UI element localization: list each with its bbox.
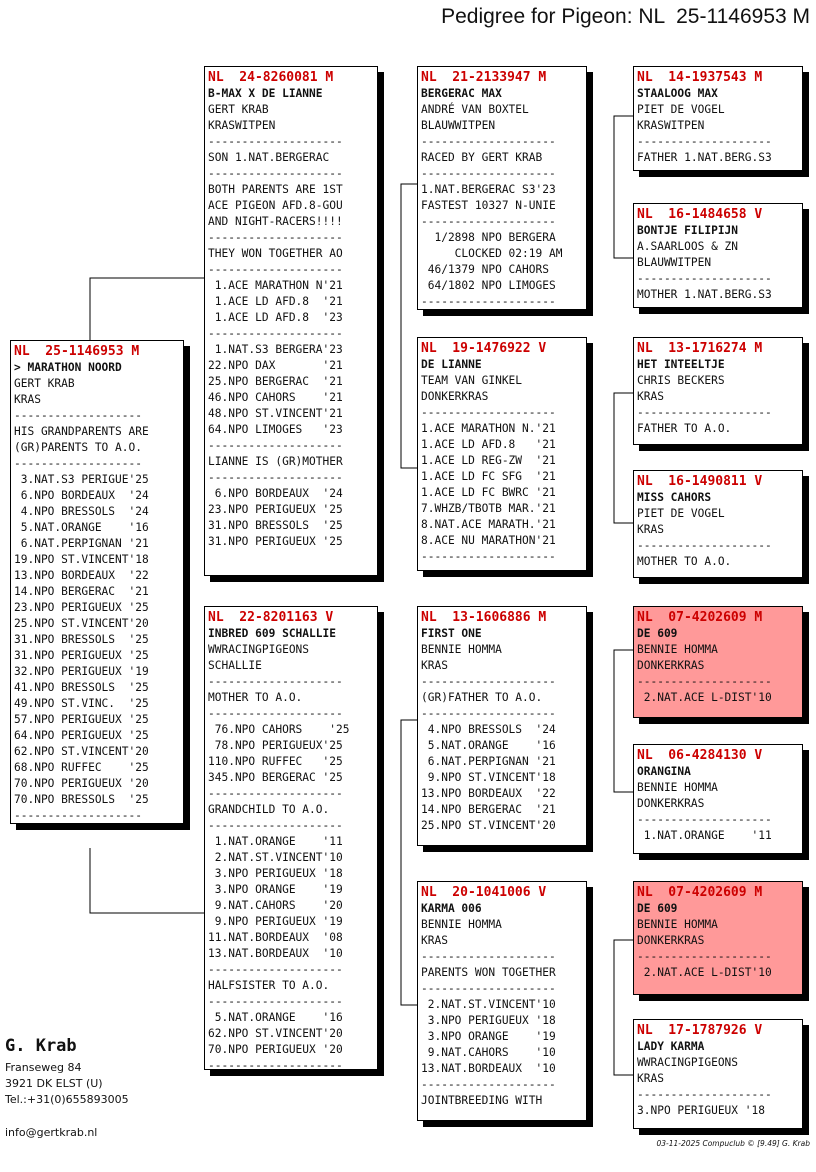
card-line: 48.NPO ST.VINCENT'21 <box>208 407 343 420</box>
ring-number: NL 24-8260081 M <box>208 70 334 85</box>
pigeon-card-sdd <box>633 470 803 578</box>
card-line: -------------------- <box>208 135 343 148</box>
card-line: BOTH PARENTS ARE 1ST <box>208 183 343 196</box>
pigeon-card-dss <box>633 606 803 718</box>
card-line: 76.NPO CAHORS '25 <box>208 723 350 736</box>
card-line: 46.NPO CAHORS '21 <box>208 391 343 404</box>
card-line: FASTEST 10327 N-UNIE <box>421 199 556 212</box>
pigeon-card-dsd <box>633 744 803 854</box>
card-line: 70.NPO PERIGUEUX '20 <box>14 777 149 790</box>
pigeon-card-ssd <box>633 203 803 308</box>
card-line: DONKERKRAS <box>637 659 705 672</box>
card-line: GRANDCHILD TO A.O. <box>208 803 330 816</box>
card-line: DONKERKRAS <box>637 797 705 810</box>
card-line: 1.NAT.S3 BERGERA'23 <box>208 343 343 356</box>
pigeon-name: > MARATHON NOORD <box>14 361 122 374</box>
card-line: 345.NPO BERGERAC '25 <box>208 771 343 784</box>
card-line: BENNIE HOMMA <box>637 643 718 656</box>
pigeon-card-dam <box>204 606 378 1070</box>
card-line: -------------------- <box>421 982 556 995</box>
pigeon-name: KARMA 006 <box>421 902 482 915</box>
card-line: KRASWITPEN <box>637 119 705 132</box>
card-line: HALFSISTER TO A.O. <box>208 979 330 992</box>
card-line: 1.ACE MARATHON N.'21 <box>421 422 556 435</box>
ring-number: NL 17-1787926 V <box>637 1023 763 1038</box>
card-line: (GR)FATHER TO A.O. <box>421 691 543 704</box>
card-line: LIANNE IS (GR)MOTHER <box>208 455 343 468</box>
pigeon-name: BERGERAC MAX <box>421 87 502 100</box>
card-line: ------------------- <box>14 409 142 422</box>
card-line: -------------------- <box>208 263 343 276</box>
card-line: GERT KRAB <box>208 103 269 116</box>
ring-number: NL 13-1716274 M <box>637 341 763 356</box>
card-line: 5.NAT.ORANGE '16 <box>421 739 556 752</box>
card-line: 78.NPO PERIGUEUX'25 <box>208 739 343 752</box>
card-line: 6.NPO BORDEAUX '24 <box>208 487 343 500</box>
card-line: SCHALLIE <box>208 659 262 672</box>
card-line: -------------------- <box>421 1078 556 1091</box>
card-line: WWRACINGPIGEONS <box>208 643 310 656</box>
card-line: 110.NPO RUFFEC '25 <box>208 755 343 768</box>
card-line: 1/2898 NPO BERGERA <box>421 231 556 244</box>
card-line: KRASWITPEN <box>208 119 276 132</box>
card-line: GERT KRAB <box>14 377 75 390</box>
card-line: TEAM VAN GINKEL <box>421 374 523 387</box>
ring-number: NL 22-8201163 V <box>208 610 334 625</box>
card-line: 22.NPO DAX '21 <box>208 359 343 372</box>
card-line: -------------------- <box>421 950 556 963</box>
card-line: -------------------- <box>208 707 343 720</box>
card-line: -------------------- <box>208 471 343 484</box>
card-line: 70.NPO PERIGUEUX '20 <box>208 1043 343 1056</box>
card-line: 9.NPO ST.VINCENT'18 <box>421 771 556 784</box>
card-line: -------------------- <box>421 167 556 180</box>
card-line: -------------------- <box>637 406 772 419</box>
card-line: 25.NPO BERGERAC '21 <box>208 375 343 388</box>
card-line: WWRACINGPIGEONS <box>637 1056 739 1069</box>
pigeon-name: DE LIANNE <box>421 358 482 371</box>
pigeon-name: STAALOOG MAX <box>637 87 718 100</box>
card-line: 64.NPO PERIGUEUX '25 <box>14 729 149 742</box>
ring-number: NL 13-1606886 M <box>421 610 547 625</box>
card-line: -------------------- <box>208 327 343 340</box>
pigeon-name: DE 609 <box>637 902 678 915</box>
card-line: 25.NPO ST.VINCENT'20 <box>421 819 556 832</box>
pigeon-card-sire <box>204 66 378 576</box>
card-line: 1.ACE LD AFD.8 '21 <box>421 438 556 451</box>
pigeon-name: FIRST ONE <box>421 627 482 640</box>
card-line: 3.NPO PERIGUEUX '18 <box>421 1014 556 1027</box>
card-line: -------------------- <box>637 675 772 688</box>
card-line: -------------------- <box>637 135 772 148</box>
card-line: 23.NPO PERIGUEUX '25 <box>208 503 343 516</box>
card-line: RACED BY GERT KRAB <box>421 151 543 164</box>
ring-number: NL 19-1476922 V <box>421 341 547 356</box>
card-line: THEY WON TOGETHER AO <box>208 247 343 260</box>
card-line: -------------------- <box>421 406 556 419</box>
card-line: 41.NPO BRESSOLS '25 <box>14 681 149 694</box>
card-line: BENNIE HOMMA <box>637 918 718 931</box>
card-line: 25.NPO ST.VINCENT'20 <box>14 617 149 630</box>
card-line: MOTHER TO A.O. <box>208 691 303 704</box>
card-line: SON 1.NAT.BERGERAC <box>208 151 330 164</box>
ring-number: NL 06-4284130 V <box>637 748 763 763</box>
card-line: JOINTBREEDING WITH <box>421 1094 543 1107</box>
card-line: ANDRÉ VAN BOXTEL <box>421 103 529 116</box>
card-line: 9.NAT.CAHORS '10 <box>421 1046 556 1059</box>
ring-number: NL 14-1937543 M <box>637 70 763 85</box>
card-line: KRAS <box>421 934 448 947</box>
card-line: 31.NPO PERIGUEUX '25 <box>208 535 343 548</box>
card-line: 14.NPO BERGERAC '21 <box>14 585 149 598</box>
card-line: ------------------- <box>14 457 142 470</box>
card-line: 13.NAT.BORDEAUX '10 <box>208 947 343 960</box>
card-line: 6.NAT.PERPIGNAN '21 <box>421 755 556 768</box>
card-line: 2.NAT.ST.VINCENT'10 <box>208 851 343 864</box>
card-line: MOTHER TO A.O. <box>637 555 732 568</box>
pigeon-card-dam-dam <box>417 881 587 1121</box>
breeder-email[interactable]: info@gertkrab.nl <box>5 1126 98 1139</box>
card-line: 4.NPO BRESSOLS '24 <box>14 505 149 518</box>
card-line: 7.WHZB/TBOTB MAR.'21 <box>421 502 556 515</box>
page-title: Pedigree for Pigeon: NL 25-1146953 M <box>441 5 810 28</box>
card-line: 11.NAT.BORDEAUX '08 <box>208 931 343 944</box>
card-line: ------------------- <box>14 809 142 822</box>
pigeon-card-sss <box>633 66 803 171</box>
card-line: KRAS <box>637 523 664 536</box>
ring-number: NL 25-1146953 M <box>14 344 140 359</box>
card-line: HIS GRANDPARENTS ARE <box>14 425 149 438</box>
card-line: -------------------- <box>637 539 772 552</box>
card-line: 5.NAT.ORANGE '16 <box>208 1011 343 1024</box>
ring-number: NL 07-4202609 M <box>637 885 763 900</box>
card-line: 2.NAT.ACE L-DIST'10 <box>637 691 772 704</box>
card-line: 3.NAT.S3 PERIGUE'25 <box>14 473 149 486</box>
card-line: CHRIS BECKERS <box>637 374 725 387</box>
card-line: 13.NAT.BORDEAUX '10 <box>421 1062 556 1075</box>
card-line: -------------------- <box>421 295 556 308</box>
card-line: -------------------- <box>421 707 556 720</box>
card-line: 23.NPO PERIGUEUX '25 <box>14 601 149 614</box>
card-line: CLOCKED 02:19 AM <box>421 247 563 260</box>
card-line: 64/1802 NPO LIMOGES <box>421 279 556 292</box>
pigeon-card-sire-dam <box>417 337 587 571</box>
ring-number: NL 16-1484658 V <box>637 207 763 222</box>
pigeon-card-dam-sire <box>417 606 587 846</box>
card-line: BENNIE HOMMA <box>637 781 718 794</box>
card-line: -------------------- <box>208 675 343 688</box>
card-line: 2.NAT.ST.VINCENT'10 <box>421 998 556 1011</box>
card-line: KRAS <box>421 659 448 672</box>
card-line: 68.NPO RUFFEC '25 <box>14 761 149 774</box>
card-line: -------------------- <box>637 813 772 826</box>
ring-number: NL 16-1490811 V <box>637 474 763 489</box>
card-line: 1.ACE LD FC SFG '21 <box>421 470 556 483</box>
card-line: 62.NPO ST.VINCENT'20 <box>208 1027 343 1040</box>
card-line: 62.NPO ST.VINCENT'20 <box>14 745 149 758</box>
breeder-city: 3921 DK ELST (U) <box>5 1077 103 1090</box>
card-line: 1.ACE LD FC BWRC '21 <box>421 486 556 499</box>
pigeon-name: ORANGINA <box>637 765 691 778</box>
card-line: BLAUWWITPEN <box>421 119 496 132</box>
card-line: 1.ACE LD AFD.8 '23 <box>208 311 343 324</box>
pigeon-name: MISS CAHORS <box>637 491 712 504</box>
pigeon-name: BONTJE FILIPIJN <box>637 224 739 237</box>
card-line: PIET DE VOGEL <box>637 103 725 116</box>
card-line: KRAS <box>637 1072 664 1085</box>
card-line: A.SAARLOOS & ZN <box>637 240 739 253</box>
pigeon-card-dds <box>633 881 803 995</box>
card-line: 1.ACE MARATHON N'21 <box>208 279 343 292</box>
card-line: 3.NPO PERIGUEUX '18 <box>208 867 343 880</box>
card-line: 64.NPO LIMOGES '23 <box>208 423 343 436</box>
card-line: -------------------- <box>208 1059 343 1070</box>
pigeon-name: HET INTEELTJE <box>637 358 725 371</box>
card-line: DONKERKRAS <box>637 934 705 947</box>
card-line: 31.NPO BRESSOLS '25 <box>208 519 343 532</box>
card-line: -------------------- <box>208 963 343 976</box>
card-line: (GR)PARENTS TO A.O. <box>14 441 142 454</box>
card-line: -------------------- <box>637 1088 772 1101</box>
card-line: 5.NAT.ORANGE '16 <box>14 521 149 534</box>
card-line: 9.NAT.CAHORS '20 <box>208 899 343 912</box>
card-line: 32.NPO PERIGUEUX '19 <box>14 665 149 678</box>
card-line: 3.NPO PERIGUEUX '18 <box>637 1104 765 1117</box>
pigeon-card-sds <box>633 337 803 445</box>
card-line: 57.NPO PERIGUEUX '25 <box>14 713 149 726</box>
card-line: 1.NAT.ORANGE '11 <box>208 835 343 848</box>
card-line: 6.NAT.PERPIGNAN '21 <box>14 537 149 550</box>
pigeon-name: LADY KARMA <box>637 1040 705 1053</box>
card-line: PIET DE VOGEL <box>637 507 725 520</box>
card-line: -------------------- <box>637 950 772 963</box>
card-line: 13.NPO BORDEAUX '22 <box>14 569 149 582</box>
card-line: -------------------- <box>421 550 556 563</box>
card-line: 13.NPO BORDEAUX '22 <box>421 787 556 800</box>
pigeon-name: DE 609 <box>637 627 678 640</box>
breeder-name: G. Krab <box>5 1036 77 1056</box>
pigeon-card-subject <box>10 340 184 824</box>
pigeon-name: INBRED 609 SCHALLIE <box>208 627 336 640</box>
card-line: ACE PIGEON AFD.8-GOU <box>208 199 343 212</box>
card-line: 19.NPO ST.VINCENT'18 <box>14 553 149 566</box>
card-line: BLAUWWITPEN <box>637 256 712 269</box>
card-line: KRAS <box>14 393 41 406</box>
card-line: BENNIE HOMMA <box>421 918 502 931</box>
card-line: 2.NAT.ACE L-DIST'10 <box>637 966 772 979</box>
card-line: 3.NPO ORANGE '19 <box>208 883 343 896</box>
card-line: -------------------- <box>637 272 772 285</box>
card-line: 4.NPO BRESSOLS '24 <box>421 723 556 736</box>
breeder-street: Franseweg 84 <box>5 1061 82 1074</box>
card-line: FATHER 1.NAT.BERG.S3 <box>637 151 772 164</box>
card-line: -------------------- <box>421 675 556 688</box>
card-line: -------------------- <box>421 135 556 148</box>
card-line: 1.NAT.BERGERAC S3'23 <box>421 183 556 196</box>
card-line: 9.NPO PERIGUEUX '19 <box>208 915 343 928</box>
ring-number: NL 07-4202609 M <box>637 610 763 625</box>
card-line: -------------------- <box>208 167 343 180</box>
card-line: -------------------- <box>208 995 343 1008</box>
card-line: DONKERKRAS <box>421 390 489 403</box>
card-line: 8.NAT.ACE MARATH.'21 <box>421 518 556 531</box>
card-line: -------------------- <box>208 819 343 832</box>
card-line: 1.ACE LD REG-ZW '21 <box>421 454 556 467</box>
card-line: 8.ACE NU MARATHON'21 <box>421 534 556 547</box>
print-stamp: 03-11-2025 Compuclub © [9.49] G. Krab <box>656 1139 810 1148</box>
card-line: 31.NPO PERIGUEUX '25 <box>14 649 149 662</box>
card-line: 1.ACE LD AFD.8 '21 <box>208 295 343 308</box>
card-line: 46/1379 NPO CAHORS <box>421 263 549 276</box>
card-line: 49.NPO ST.VINC. '25 <box>14 697 149 710</box>
pigeon-card-sire-sire <box>417 66 587 310</box>
card-line: 31.NPO BRESSOLS '25 <box>14 633 149 646</box>
card-line: AND NIGHT-RACERS!!!! <box>208 215 343 228</box>
breeder-phone: Tel.:+31(0)655893005 <box>5 1093 129 1106</box>
card-line: BENNIE HOMMA <box>421 643 502 656</box>
ring-number: NL 20-1041006 V <box>421 885 547 900</box>
card-line: -------------------- <box>208 787 343 800</box>
card-line: 3.NPO ORANGE '19 <box>421 1030 556 1043</box>
card-line: -------------------- <box>421 215 556 228</box>
pigeon-name: B-MAX X DE LIANNE <box>208 87 323 100</box>
card-line: 14.NPO BERGERAC '21 <box>421 803 556 816</box>
card-line: -------------------- <box>208 439 343 452</box>
card-line: MOTHER 1.NAT.BERG.S3 <box>637 288 772 301</box>
card-line: 6.NPO BORDEAUX '24 <box>14 489 149 502</box>
card-line: FATHER TO A.O. <box>637 422 732 435</box>
card-line: -------------------- <box>208 231 343 244</box>
ring-number: NL 21-2133947 M <box>421 70 547 85</box>
card-line: KRAS <box>637 390 664 403</box>
card-line: 1.NAT.ORANGE '11 <box>637 829 772 842</box>
card-line: 70.NPO BRESSOLS '25 <box>14 793 149 806</box>
card-line: PARENTS WON TOGETHER <box>421 966 556 979</box>
pigeon-card-ddd <box>633 1019 803 1129</box>
